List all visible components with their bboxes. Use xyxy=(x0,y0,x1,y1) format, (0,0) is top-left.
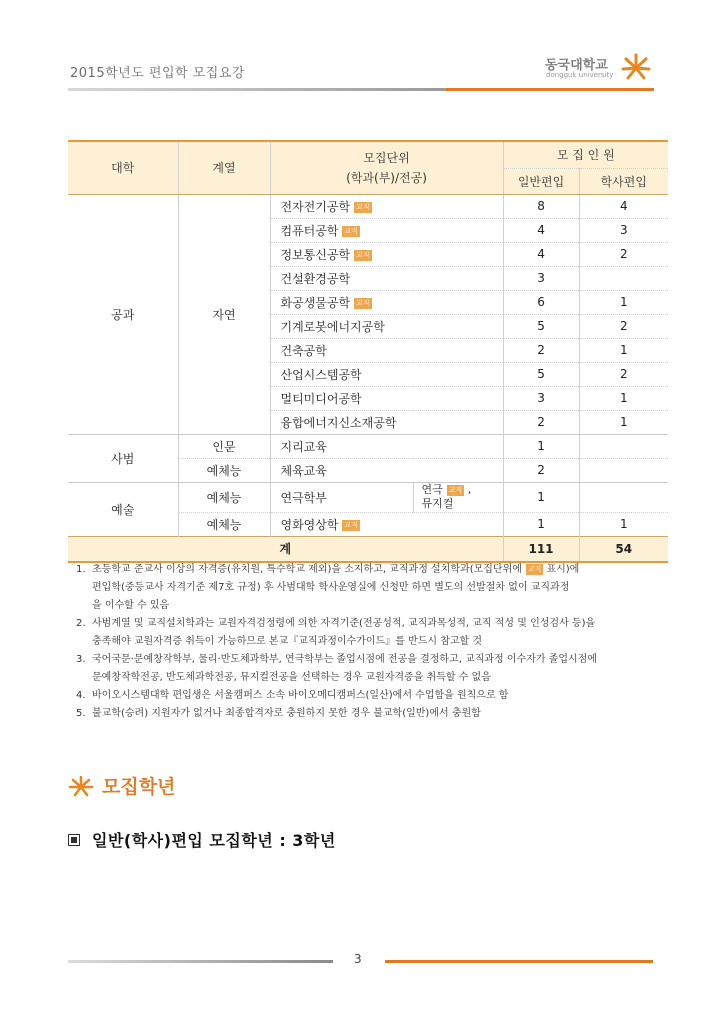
bachelor-cell: 2 xyxy=(579,242,668,266)
bachelor-cell xyxy=(579,434,668,458)
note-item xyxy=(76,651,676,687)
college-cell: 공과 xyxy=(68,194,178,434)
unit-name: 영화영상학 xyxy=(280,517,339,532)
bachelor-cell xyxy=(579,266,668,290)
general-cell: 4 xyxy=(503,242,579,266)
section-title xyxy=(68,772,175,799)
total-bachelor: 54 xyxy=(579,536,668,562)
header-rule-orange xyxy=(446,88,654,91)
recruitment-quota-table xyxy=(68,140,668,563)
unit-cell xyxy=(270,266,503,290)
general-cell: 8 xyxy=(503,194,579,218)
unit-name: 멀티미디어공학 xyxy=(280,391,362,406)
general-cell: 5 xyxy=(503,314,579,338)
note-text: 국어국문·문예창작학부, 물리·반도체과학부, 연극학부는 졸업시점에 전공을 결정하고, 교직과정 이수자가 졸업시점에 xyxy=(92,654,598,665)
unit-cell xyxy=(270,218,503,242)
teaching-tag: 교직 xyxy=(344,520,358,529)
general-cell: 4 xyxy=(503,218,579,242)
note-number: 4. xyxy=(76,690,86,701)
teaching-tag: 교직 xyxy=(356,298,370,307)
university-logo xyxy=(545,54,655,84)
sub-major-cell xyxy=(413,482,503,512)
general-cell: 1 xyxy=(503,512,579,536)
general-cell: 3 xyxy=(503,386,579,410)
note-text: 을 이수할 수 있음 xyxy=(92,600,170,611)
note-number: 2. xyxy=(76,618,86,629)
category-cell: 인문 xyxy=(178,434,270,458)
general-cell: 2 xyxy=(503,338,579,362)
general-cell: 3 xyxy=(503,266,579,290)
category-cell: 예체능 xyxy=(178,512,270,536)
table-row xyxy=(68,434,668,458)
total-row xyxy=(68,536,668,562)
category-cell: 예체능 xyxy=(178,482,270,512)
sub-major-theater: 연극 xyxy=(421,483,443,496)
unit-name: 산업시스템공학 xyxy=(280,367,362,382)
bachelor-cell: 2 xyxy=(579,362,668,386)
unit-name: 건설환경공학 xyxy=(280,271,351,286)
square-bullet-icon xyxy=(68,834,80,846)
document-header-title: 2015학년도 편입학 모집요강 xyxy=(70,66,245,81)
table-row xyxy=(68,194,668,218)
note-text: 문예창작학전공, 반도체과학전공, 뮤지컬전공을 선택하는 경우 교원자격증을 취득할 수 없음 xyxy=(92,672,491,683)
unit-cell xyxy=(270,314,503,338)
unit-cell xyxy=(270,410,503,434)
sunburst-logo-icon xyxy=(619,52,653,82)
unit-cell xyxy=(270,242,503,266)
unit-cell xyxy=(270,338,503,362)
header-college: 대학 xyxy=(68,141,178,194)
teaching-tag: 교직 xyxy=(527,564,542,573)
category-cell: 자연 xyxy=(178,194,270,434)
header-unit xyxy=(270,141,503,194)
unit-name: 화공생물공학 xyxy=(280,295,351,310)
note-text: 표시)에 xyxy=(546,564,580,575)
teaching-tag: 교직 xyxy=(356,250,370,259)
unit-name: 연극학부 xyxy=(280,490,327,505)
unit-name: 건축공학 xyxy=(280,343,327,358)
note-text: 사범계열 및 교직설치학과는 교원자격검정령에 의한 자격기준(전공성적, 교직과목성적, 교직 적성 및 인성검사 등)을 xyxy=(92,618,596,629)
unit-cell xyxy=(270,362,503,386)
header-unit-line1: 모집단위 xyxy=(363,150,410,165)
section-title-text: 모집학년 xyxy=(102,776,176,798)
bachelor-cell: 2 xyxy=(579,314,668,338)
header-category: 계열 xyxy=(178,141,270,194)
note-item xyxy=(76,705,676,723)
note-item xyxy=(76,561,676,615)
subheading-text: 일반(학사)편입 모집학년 : 3학년 xyxy=(92,831,336,850)
note-text: 편입학(중등교사 자격기준 제7호 규정) 후 사범대학 학사운영실에 신청만 하면 별도의 선발절차 없이 교직과정 xyxy=(92,582,570,593)
note-item xyxy=(76,687,676,705)
college-cell: 사범 xyxy=(68,434,178,482)
unit-name: 체육교육 xyxy=(280,463,327,478)
bachelor-cell: 1 xyxy=(579,290,668,314)
unit-name: 융합에너지신소재공학 xyxy=(280,415,397,430)
footer-rule-orange xyxy=(385,960,653,963)
subheading xyxy=(68,828,336,851)
bachelor-cell: 1 xyxy=(579,338,668,362)
header-bachelor: 학사편입 xyxy=(579,168,668,194)
header-rule-gray xyxy=(68,88,446,91)
unit-cell xyxy=(270,290,503,314)
bachelor-cell xyxy=(579,458,668,482)
unit-name: 기계로봇에너지공학 xyxy=(280,319,385,334)
note-number: 3. xyxy=(76,654,86,665)
general-cell: 1 xyxy=(503,482,579,512)
total-general: 111 xyxy=(503,536,579,562)
unit-cell xyxy=(270,482,413,512)
bachelor-cell xyxy=(579,482,668,512)
unit-cell xyxy=(270,194,503,218)
note-text: 불교학(승려) 지원자가 없거나 최종합격자로 충원하지 못한 경우 불교학(일반)에서 충원함 xyxy=(92,708,481,719)
unit-cell xyxy=(270,512,503,536)
note-number: 1. xyxy=(76,564,86,575)
bachelor-cell: 4 xyxy=(579,194,668,218)
general-cell: 2 xyxy=(503,458,579,482)
college-cell: 예술 xyxy=(68,482,178,536)
unit-cell xyxy=(270,458,503,482)
page-number: 3 xyxy=(354,952,362,966)
bachelor-cell: 1 xyxy=(579,512,668,536)
header-general: 일반편입 xyxy=(503,168,579,194)
header-unit-line2: (학과(부)/전공) xyxy=(346,170,427,185)
sub-major-musical: 뮤지컬 xyxy=(421,497,454,510)
unit-name: 컴퓨터공학 xyxy=(280,223,339,238)
logo-english-text: dongguk university xyxy=(546,71,614,79)
logo-korean-text: 동국대학교 xyxy=(545,58,608,73)
note-text: 충족해야 교원자격증 취득이 가능하므로 본교『교직과정이수가이드』를 반드시 참고할 것 xyxy=(92,636,483,647)
header-quota: 모 집 인 원 xyxy=(503,141,668,168)
note-text: 바이오시스템대학 편입생은 서울캠퍼스 소속 바이오메디캠퍼스(일산)에서 수업함을 원칙으로 함 xyxy=(92,690,509,701)
sunburst-icon xyxy=(68,775,94,797)
table-row xyxy=(68,482,668,512)
notes-list xyxy=(76,561,676,723)
unit-name: 지리교육 xyxy=(280,439,327,454)
category-cell: 예체능 xyxy=(178,458,270,482)
sub-major-comma: , xyxy=(467,483,472,496)
teaching-tag: 교직 xyxy=(344,226,358,235)
total-label: 계 xyxy=(68,536,503,562)
bachelor-cell: 1 xyxy=(579,386,668,410)
general-cell: 2 xyxy=(503,410,579,434)
unit-cell xyxy=(270,434,503,458)
footer-rule-gray xyxy=(68,960,333,963)
bachelor-cell: 1 xyxy=(579,410,668,434)
unit-name: 전자전기공학 xyxy=(280,199,351,214)
note-text: 초등학교 준교사 이상의 자격증(유치원, 특수학교 제외)을 소지하고, 교직과정 설치학과(모집단위에 xyxy=(92,564,522,575)
general-cell: 5 xyxy=(503,362,579,386)
general-cell: 1 xyxy=(503,434,579,458)
teaching-tag: 교직 xyxy=(448,485,463,494)
unit-cell xyxy=(270,386,503,410)
general-cell: 6 xyxy=(503,290,579,314)
note-number: 5. xyxy=(76,708,86,719)
unit-name: 정보통신공학 xyxy=(280,247,351,262)
bachelor-cell: 3 xyxy=(579,218,668,242)
note-item xyxy=(76,615,676,651)
teaching-tag: 교직 xyxy=(356,202,370,211)
